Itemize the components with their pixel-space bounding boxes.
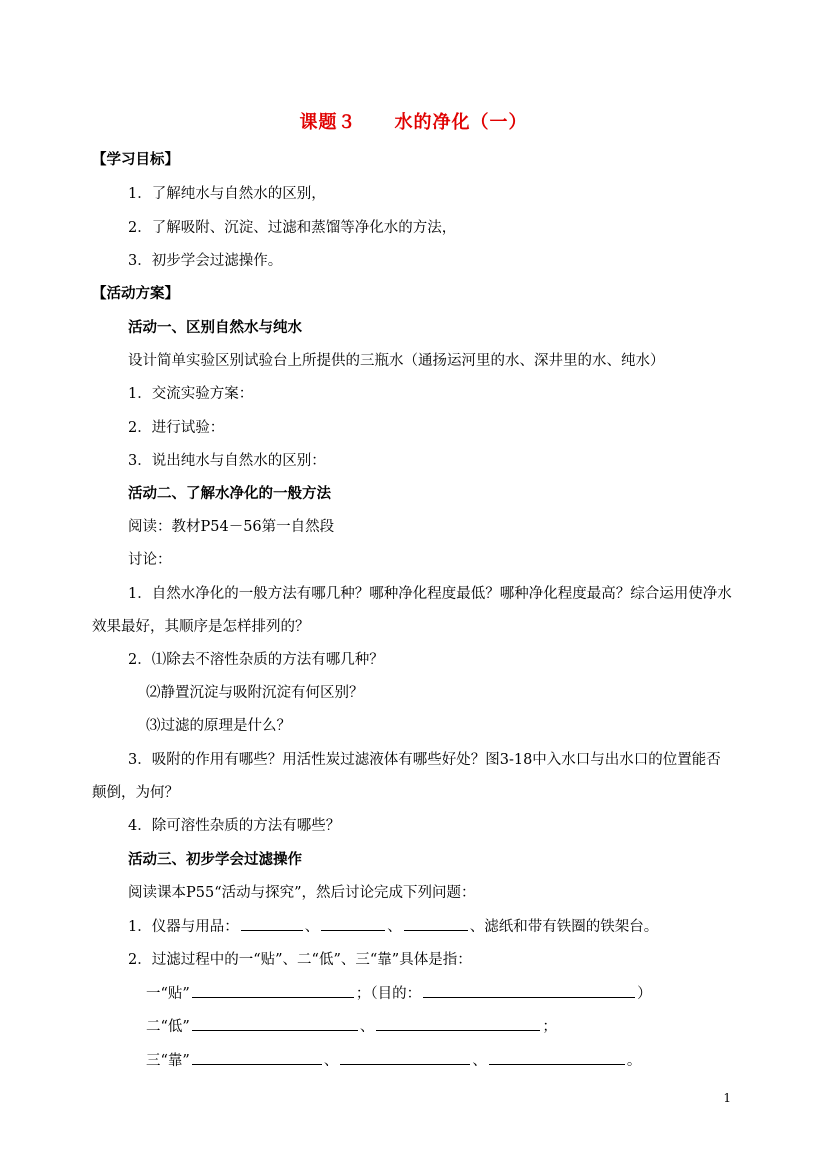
goal-item-2: 2．了解吸附、沉淀、过滤和蒸馏等净化水的方法， [128, 220, 457, 236]
period: 。 [626, 1053, 642, 1069]
q1-prefix: 1．仪器与用品： [128, 919, 239, 935]
purpose-label: ；（目的： [355, 986, 422, 1002]
activity-3-q2: 2．过滤过程中的一“贴”、二“低”、三“靠”具体是指： [128, 952, 472, 968]
goal-item-1: 1．了解纯水与自然水的区别， [128, 186, 326, 202]
activity-1-intro: 设计简单实验区别试验台上所提供的三瓶水（通扬运河里的水、深井里的水、纯水） [128, 353, 665, 369]
answer-blank[interactable] [192, 983, 354, 998]
lean-label: 三“靠” [146, 1053, 190, 1069]
activity-2-q2-line3: ⑶过滤的原理是什么？ [146, 718, 291, 734]
activity-2-q3-line2: 颠倒，为何？ [92, 785, 179, 801]
activity-2-read: 阅读：教材P54－56第一自然段 [128, 519, 335, 535]
separator: 、 [304, 919, 320, 935]
close-paren: ） [637, 986, 652, 1002]
answer-blank[interactable] [192, 1050, 322, 1065]
activity-3-read: 阅读课本P55“活动与探究”，然后讨论完成下列问题： [128, 885, 476, 901]
activity-3-q1 [128, 916, 658, 937]
title-lesson-number: 课题３ [299, 112, 357, 133]
activity-2-q2-line1: 2．⑴除去不溶性杂质的方法有哪几种？ [128, 652, 384, 668]
answer-blank[interactable] [321, 916, 385, 931]
activity-1-item-1: 1．交流实验方案： [128, 386, 254, 402]
activity-2-q3-line1: 3．吸附的作用有哪些？用活性炭过滤液体有哪些好处？图3-18中入水口与出水口的位置能否 [128, 752, 721, 768]
plan-header: 【活动方案】 [92, 285, 179, 302]
tie-line [146, 983, 652, 1004]
separator: 、 [359, 1019, 375, 1035]
answer-blank[interactable] [423, 983, 635, 998]
q1-suffix: 、滤纸和带有铁圈的铁架台。 [469, 919, 659, 935]
answer-blank[interactable] [376, 1016, 540, 1031]
activity-2-q4: 4．除可溶性杂质的方法有哪些？ [128, 818, 341, 834]
low-line [146, 1016, 557, 1037]
activity-1-title: 活动一、区别自然水与纯水 [128, 319, 302, 336]
goals-header: 【学习目标】 [92, 151, 179, 168]
answer-blank[interactable] [489, 1050, 625, 1065]
page-number: 1 [723, 1091, 731, 1105]
activity-3-title: 活动三、初步学会过滤操作 [128, 851, 302, 868]
activity-2-q1-line2: 效果最好，其顺序是怎样排列的？ [92, 619, 310, 635]
goal-item-3: 3．初步学会过滤操作。 [128, 253, 283, 269]
title-lesson-name: 水的净化（一） [394, 112, 528, 133]
activity-2-q1-line1: 1．自然水净化的一般方法有哪几种？哪种净化程度最低？哪种净化程度最高？综合运用使净水 [128, 586, 732, 602]
semicolon: ； [542, 1019, 557, 1035]
tie-label: 一“贴” [146, 986, 190, 1002]
answer-blank[interactable] [340, 1050, 470, 1065]
low-label: 二“低” [146, 1019, 190, 1035]
activity-2-q2-line2: ⑵静置沉淀与吸附沉淀有何区别？ [146, 685, 364, 701]
separator: 、 [387, 919, 402, 935]
activity-1-item-2: 2．进行试验： [128, 420, 225, 436]
answer-blank[interactable] [241, 916, 303, 931]
activity-2-discuss: 讨论： [128, 552, 172, 568]
lean-line [146, 1050, 641, 1071]
page-title [0, 108, 827, 134]
separator: 、 [472, 1053, 487, 1069]
activity-1-item-3: 3．说出纯水与自然水的区别： [128, 453, 326, 469]
activity-2-title: 活动二、了解水净化的一般方法 [128, 485, 331, 502]
answer-blank[interactable] [404, 916, 468, 931]
answer-blank[interactable] [192, 1016, 358, 1031]
separator: 、 [323, 1053, 339, 1069]
